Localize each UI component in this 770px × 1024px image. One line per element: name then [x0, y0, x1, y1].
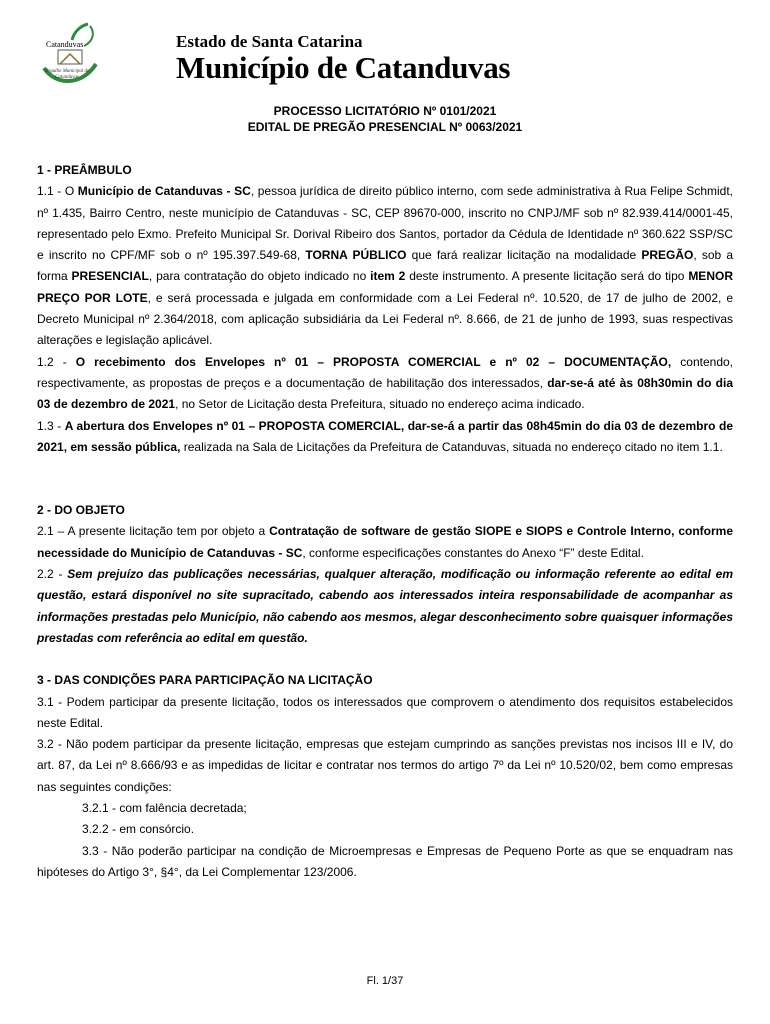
item-3-2-2: 3.2.2 - em consórcio. — [82, 822, 195, 837]
page-title: Município de Catanduvas — [176, 50, 511, 85]
municipal-logo — [36, 20, 102, 90]
paragraph-3-1: 3.1 - Podem participar da presente licitação, todos os interessados que comprovem o atendimento dos requisitos estabelecidos neste Edital. — [37, 694, 733, 730]
section-2-title: 2 - DO OBJETO — [37, 503, 125, 518]
edital-number: EDITAL DE PREGÃO PRESENCIAL Nº 0063/2021 — [247, 120, 523, 134]
header-state: Estado de Santa Catarina — [176, 32, 363, 51]
paragraph-1-1: 1.1 - O Município de Catanduvas - SC, pessoa jurídica de direito público interno, com sede administrativa à Rua Felipe Schmidt, nº 1.435, Bairro Centro, neste município de Catanduvas - SC, CEP 89670-000, inscrito no CNPJ/MF sob nº 82.939.414/0001-45, representado pelo Exmo. Prefeito Municipal Sr. Dorival Ribeiro dos Santos, portador da Cédula de Identidade nº 360.622 SSP/SC e inscrito no CPF/MF sob o nº 195.397.549-68, TORNA PÚBLICO que fará realizar licitação na modalidade PREGÃO, sob a forma PRESENCIAL, para contratação do objeto indicado no item 2 deste instrumento. A presente licitação será do tipo MENOR PREÇO POR LOTE, e será processada e julgada em conformidade com a Lei Federal nº. 10.520, de 17 de julho de 2002, e Decreto Municipal nº 2.364/2018, com aplicação subsidiária da Lei Federal nº. 8.666, de 21 de junho de 1993, suas respectivas alterações e legislação aplicável. — [37, 184, 733, 348]
document-body — [37, 160, 733, 883]
logo-name: Catanduvas — [46, 40, 84, 49]
paragraph-1-2: 1.2 - O recebimento dos Envelopes nº 01 – PROPOSTA COMERCIAL e nº 02 – DOCUMENTAÇÃO, contendo, respectivamente, as propostas de preços e a documentação de habilitação dos interessados, dar-se-á até às 08h30min do dia 03 de dezembro de 2021, no Setor de Licitação desta Prefeitura, situado no endereço acima indicado. — [37, 354, 734, 412]
paragraph-2-2: 2.2 - Sem prejuízo das publicações necessárias, qualquer alteração, modificação ou informação referente ao edital em questão, estará disponível no site supracitado, cabendo aos interessados inteira responsabilidade de acompanhar as informações prestadas pelo Município, não cabendo aos mesmos, alegar desconhecimento sobre quaisquer informações prestadas com referência ao edital em questão. — [37, 567, 733, 645]
paragraph-3-3: 3.3 - Não poderão participar na condição de Microempresas e Empresas de Pequeno Porte as que se enquadram nas hipóteses do Artigo 3°, §4°, da Lei Complementar 123/2006. — [37, 843, 733, 879]
item-3-2-1: 3.2.1 - com falência decretada; — [82, 801, 247, 816]
section-1-title: 1 - PREÂMBULO — [37, 163, 132, 177]
process-number: PROCESSO LICITATÓRIO Nº 0101/2021 — [273, 104, 497, 118]
paragraph-1-3: 1.3 - A abertura dos Envelopes nº 01 – PROPOSTA COMERCIAL, dar-se-á a partir das 08h45min do dia 03 de dezembro de 2021, em sessão pública, realizada na Sala de Licitações da Prefeitura de Catanduvas, situada no endereço citado no item 1.1. — [37, 418, 733, 454]
logo-motto: Orgulho Municipal de Catanduvas — [44, 69, 90, 80]
paragraph-3-2: 3.2 - Não podem participar da presente licitação, empresas que estejam cumprindo as sanções previstas nos incisos III e IV, do art. 87, da Lei nº 8.666/93 e as impedidas de licitar e contratar nos termos do artigo 7º da Lei nº 10.520/02, bem como empresas nas seguintes condições: — [37, 737, 733, 794]
page-number: Fl. 1/37 — [366, 975, 404, 987]
paragraph-2-1: 2.1 – A presente licitação tem por objeto a Contratação de software de gestão SIOPE e SIOPS e Controle Interno, conforme necessidade do Município de Catanduvas - SC, conforme especificações constantes do Anexo “F” deste Edital. — [37, 524, 734, 560]
section-3-title: 3 - DAS CONDIÇÕES PARA PARTICIPAÇÃO NA LICITAÇÃO — [37, 673, 373, 688]
